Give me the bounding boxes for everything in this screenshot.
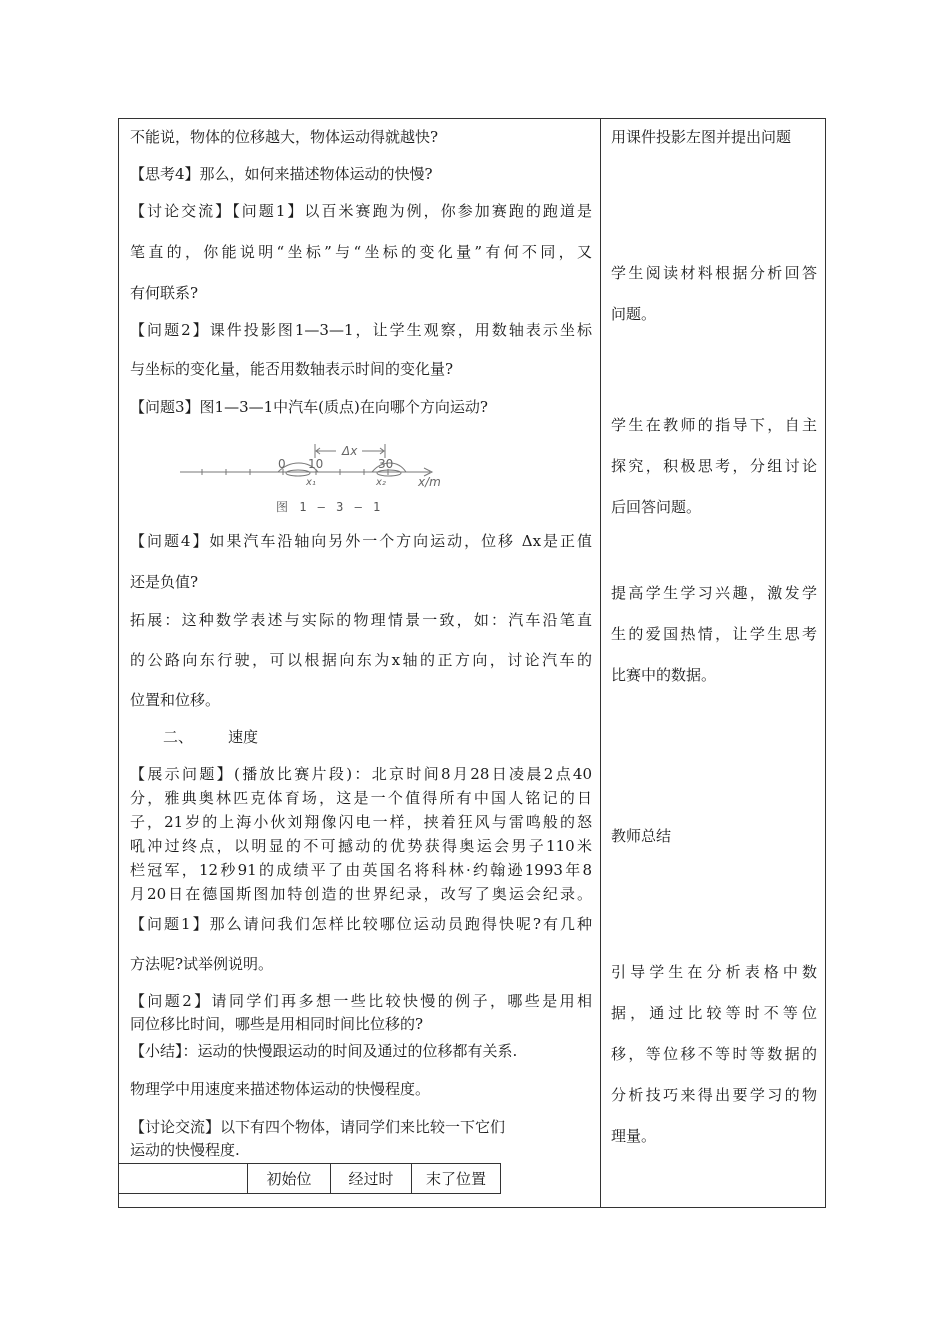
right-line: 移，等位移不等时等数据的 <box>611 1045 817 1063</box>
right-line: 问题。 <box>611 305 657 323</box>
left-line: 与坐标的变化量，能否用数轴表示时间的变化量? <box>130 360 454 378</box>
table-header-cell: 经过时 <box>331 1164 412 1194</box>
section-title: 速度 <box>228 728 259 746</box>
axis-unit-label: x/m <box>418 475 441 489</box>
left-line: 【问题1】那么请问我们怎样比较哪位运动员跑得快呢?有几种 <box>130 915 592 933</box>
delta-x-label: Δx <box>342 444 358 458</box>
left-line: 【问题2】课件投影图1—3—1，让学生观察，用数轴表示坐标 <box>130 321 592 339</box>
x1-label: x₁ <box>306 477 316 488</box>
left-line: 月20日在德国斯图加特创造的世界纪录，改写了奥运会纪录。 <box>130 885 592 903</box>
left-line: 【问题2】请同学们再多想一些比较快慢的例子，哪些是用相 <box>130 992 592 1010</box>
right-line: 分析技巧来得出要学习的物 <box>611 1086 817 1104</box>
right-line: 学生在教师的指导下，自主 <box>611 416 817 434</box>
left-line: 方法呢?试举例说明。 <box>130 955 274 973</box>
left-line: 分，雅典奥林匹克体育场，这是一个值得所有中国人铭记的日 <box>130 789 592 807</box>
left-line: 还是负值? <box>130 573 199 591</box>
left-line: 栏冠军，12秒91的成绩平了由英国名将科林·约翰逊1993年8 <box>130 861 592 879</box>
right-line: 用课件投影左图并提出问题 <box>611 128 792 146</box>
right-line: 比赛中的数据。 <box>611 666 717 684</box>
section-number: 二、 <box>163 728 194 746</box>
column-divider <box>600 118 601 1208</box>
left-line: 吼冲过终点，以明显的不可撼动的优势获得奥运会男子110米 <box>130 837 592 855</box>
table-header-cell <box>119 1164 248 1194</box>
left-line: 【问题3】图1—3—1中汽车(质点)在向哪个方向运动? <box>130 398 488 416</box>
tick-label-0: 0 <box>278 457 286 471</box>
left-line: 同位移比时间，哪些是用相同时间比位移的? <box>130 1015 424 1033</box>
right-line: 生的爱国热情，让学生思考 <box>611 625 817 643</box>
car-1-icon <box>286 470 310 476</box>
left-line: 不能说，物体的位移越大，物体运动得就越快? <box>130 128 439 146</box>
left-line: 拓展：这种数学表述与实际的物理情景一致，如：汽车沿笔直 <box>130 611 592 629</box>
left-line: 【思考4】那么，如何来描述物体运动的快慢? <box>130 165 433 183</box>
left-line: 的公路向东行驶，可以根据向东为x轴的正方向，讨论汽车的 <box>130 651 592 669</box>
figure-caption: 图 1 — 3 — 1 <box>276 500 383 514</box>
right-line: 探究，积极思考，分组讨论 <box>611 457 817 475</box>
right-line: 教师总结 <box>611 827 672 845</box>
tick-label-30: 30 <box>378 457 394 471</box>
tick-label-10: 10 <box>308 457 324 471</box>
left-line: 【讨论交流】以下有四个物体，请同学们来比较一下它们 <box>130 1118 506 1136</box>
x2-label: x₂ <box>376 477 386 488</box>
left-line: 子，21岁的上海小伙刘翔像闪电一样，挟着狂风与雷鸣般的怒 <box>130 813 592 831</box>
left-line: 笔直的，你能说明“坐标”与“坐标的变化量”有何不同，又 <box>130 243 592 261</box>
right-line: 据，通过比较等时不等位 <box>611 1004 817 1022</box>
left-line: 有何联系? <box>130 284 199 302</box>
left-line: 【小结】：运动的快慢跟运动的时间及通过的位移都有关系. <box>130 1042 518 1060</box>
left-line: 物理学中用速度来描述物体运动的快慢程度。 <box>130 1080 431 1098</box>
right-line: 理量。 <box>611 1127 657 1145</box>
table-header-cell: 末了位置 <box>412 1164 501 1194</box>
left-line: 位置和位移。 <box>130 691 221 709</box>
left-line: 【问题4】如果汽车沿轴向另外一个方向运动，位移 Δx是正值 <box>130 532 592 550</box>
right-line: 提高学生学习兴趣，激发学 <box>611 584 817 602</box>
right-line: 引导学生在分析表格中数 <box>611 963 817 981</box>
table-row <box>119 1164 501 1194</box>
right-line: 学生阅读材料根据分析回答 <box>611 264 817 282</box>
table-header-cell: 初始位 <box>248 1164 331 1194</box>
left-line: 【讨论交流】【问题1】以百米赛跑为例，你参加赛跑的跑道是 <box>130 202 592 220</box>
left-line: 【展示问题】(播放比赛片段)：北京时间8月28日凌晨2点40 <box>130 765 592 783</box>
left-line: 运动的快慢程度. <box>130 1141 240 1159</box>
right-line: 后回答问题。 <box>611 498 702 516</box>
comparison-table <box>118 1163 501 1194</box>
